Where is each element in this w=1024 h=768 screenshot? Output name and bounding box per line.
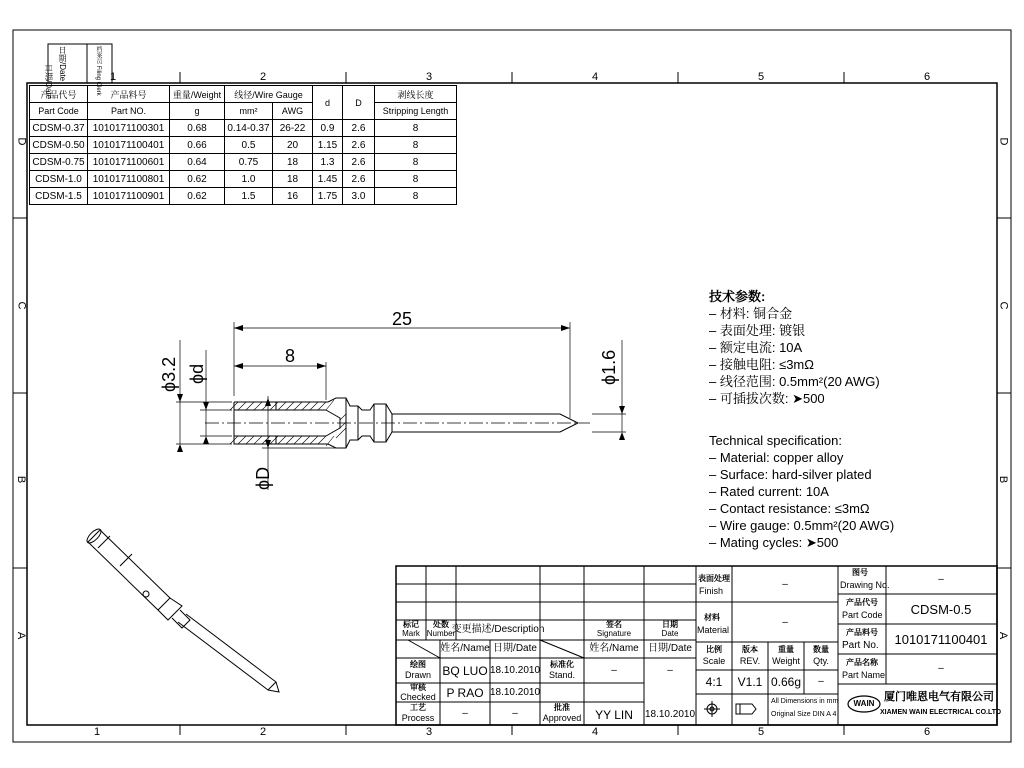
hdr-no-en: Part NO. — [88, 103, 170, 120]
dim-outer-diameter: ϕ3.2 — [159, 356, 179, 392]
hdr-D: D — [343, 86, 375, 120]
tb-pname-en: Part Name — [842, 670, 886, 680]
cell-strip: 8 — [375, 188, 457, 205]
cell-awg: 18 — [273, 154, 313, 171]
cell-code: CDSM-1.0 — [30, 171, 88, 188]
tb-finish-val: – — [782, 579, 788, 590]
hdr-code-en: Part Code — [30, 103, 88, 120]
tb-stand-date: – — [667, 665, 673, 676]
tb-process-date: – — [512, 708, 518, 719]
tb-number-cn: 处数 — [433, 620, 449, 629]
company-logo: WAIN — [853, 699, 875, 708]
zone-col-bottom-1: 1 — [93, 726, 101, 738]
tb-name-col-2: 姓名/Name — [589, 643, 639, 654]
spec-cn-block — [709, 288, 880, 407]
tb-signature-cn: 签名 — [606, 620, 622, 629]
cell-d: 1.3 — [313, 154, 343, 171]
table-row — [30, 171, 457, 188]
cell-D: 3.0 — [343, 188, 375, 205]
cell-awg: 18 — [273, 171, 313, 188]
tb-pno-val: 1010171100401 — [894, 632, 988, 647]
spec-en-title: Technical specification: — [709, 433, 842, 448]
cell-strip: 8 — [375, 171, 457, 188]
dim-strip-length: 8 — [284, 346, 296, 366]
tb-approved-date: 18.10.2010 — [644, 709, 696, 720]
tb-code-en: Part Code — [842, 610, 883, 620]
tb-rev-cn: 版本 — [742, 645, 758, 654]
tb-dwg-en: Drawing No. — [840, 580, 890, 590]
zone-col-bottom-5: 5 — [757, 726, 765, 738]
zone-row-right-A: A — [997, 631, 1010, 640]
tb-material-en: Material — [697, 625, 730, 635]
zone-col-top-1: 1 — [109, 71, 117, 83]
tb-drawn-date: 18.10.2010 — [489, 665, 541, 676]
company-name-en: XIAMEN WAIN ELECTRICAL CO.LTD — [880, 709, 1002, 716]
cell-no: 1010171100801 — [88, 171, 170, 188]
cell-awg: 20 — [273, 137, 313, 154]
parts-table — [29, 85, 457, 205]
cell-weight: 0.64 — [170, 154, 225, 171]
tb-process-en: Process — [401, 713, 435, 723]
tb-qty-cn: 数量 — [813, 645, 829, 654]
tb-weight-cn: 重量 — [778, 645, 794, 654]
tb-process-cn: 工艺 — [410, 703, 426, 712]
cell-mm2: 0.14-0.37 — [225, 120, 273, 137]
tb-checked-name: P RAO — [446, 686, 484, 700]
cell-strip: 8 — [375, 154, 457, 171]
company-name-cn: 厦门唯恩电气有限公司 — [884, 691, 994, 703]
cell-code: CDSM-0.75 — [30, 154, 88, 171]
table-row — [30, 188, 457, 205]
cell-weight: 0.66 — [170, 137, 225, 154]
zone-row-right-B: B — [997, 475, 1010, 484]
spec-cn-line: – 接触电阻: ≤3mΩ — [709, 357, 814, 372]
tb-drawn-en: Drawn — [404, 670, 432, 680]
cell-d: 0.9 — [313, 120, 343, 137]
tb-pname-cn: 产品名称 — [846, 658, 878, 667]
zone-row-left-A: A — [15, 631, 28, 640]
tb-approved-cn: 批准 — [554, 703, 570, 712]
tb-code-val: CDSM-0.5 — [910, 602, 972, 617]
hdr-d: d — [313, 86, 343, 120]
tb-dwg-val: – — [938, 574, 944, 585]
cell-no: 1010171100901 — [88, 188, 170, 205]
cell-mm2: 1.0 — [225, 171, 273, 188]
zone-col-bottom-4: 4 — [591, 726, 599, 738]
filing-date-vertical — [58, 46, 66, 81]
tb-rev-en: REV. — [739, 656, 761, 666]
zone-col-top-3: 3 — [425, 71, 433, 83]
tb-rev-val: V1.1 — [737, 675, 763, 689]
spec-cn-line: – 表面处理: 镀银 — [709, 323, 806, 338]
hdr-strip-cn: 剥线长度 — [375, 86, 457, 103]
cell-d: 1.15 — [313, 137, 343, 154]
cell-weight: 0.62 — [170, 188, 225, 205]
cell-awg: 26-22 — [273, 120, 313, 137]
dim-body-diameter: ϕD — [253, 466, 273, 490]
filing-date-text: 日期/Date — [58, 46, 67, 82]
tb-code-cn: 产品代号 — [846, 598, 878, 607]
hdr-weight-unit: g — [170, 103, 225, 120]
cell-no: 1010171100401 — [88, 137, 170, 154]
tb-dims-note: All Dimensions in mm — [771, 698, 839, 705]
tb-material-val: – — [782, 617, 788, 628]
tb-mark-en: Mark — [402, 629, 420, 638]
hdr-mm2: mm² — [225, 103, 273, 120]
tb-date-en: Date — [661, 629, 679, 638]
tb-qty-val: – — [818, 676, 824, 687]
zone-col-top-6: 6 — [923, 71, 931, 83]
tb-pno-en: Part No. — [842, 640, 879, 651]
cell-D: 2.6 — [343, 137, 375, 154]
tb-finish-cn: 表面处理 — [698, 574, 730, 583]
filing-date-label: 日期/Date — [44, 64, 53, 100]
cell-code: CDSM-1.5 — [30, 188, 88, 205]
cell-mm2: 0.75 — [225, 154, 273, 171]
tb-approved-name: YY LIN — [595, 708, 633, 722]
tb-weight-en: Weight — [772, 656, 800, 666]
projection-symbol-icon — [704, 701, 758, 717]
cell-mm2: 1.5 — [225, 188, 273, 205]
cell-code: CDSM-0.37 — [30, 120, 88, 137]
tb-checked-en: Checked — [400, 692, 436, 702]
tb-date-cn: 日期 — [662, 620, 678, 629]
hdr-code-cn: 产品代号 — [30, 86, 88, 103]
spec-en-line: – Material: copper alloy — [709, 450, 844, 465]
cell-code: CDSM-0.50 — [30, 137, 88, 154]
tb-drawn-name: BQ LUO — [442, 664, 488, 678]
table-row — [30, 120, 457, 137]
tb-pno-cn: 产品料号 — [846, 628, 878, 637]
cell-D: 2.6 — [343, 154, 375, 171]
hdr-awg: AWG — [273, 103, 313, 120]
tb-date-col: 日期/Date — [493, 643, 537, 654]
cell-weight: 0.68 — [170, 120, 225, 137]
spec-cn-line: – 线径范围: 0.5mm²(20 AWG) — [709, 374, 880, 389]
zone-col-bottom-3: 3 — [425, 726, 433, 738]
dim-overall-length: 25 — [391, 309, 413, 329]
zone-col-top-2: 2 — [259, 71, 267, 83]
spec-cn-title: 技术参数: — [709, 289, 766, 304]
tb-stand-name: – — [611, 665, 617, 676]
tb-approved-en: Approved — [542, 713, 582, 723]
zone-col-top-5: 5 — [757, 71, 765, 83]
hdr-strip-en: Stripping Length — [375, 103, 457, 120]
table-row — [30, 154, 457, 171]
zone-col-top-4: 4 — [591, 71, 599, 83]
cell-D: 2.6 — [343, 120, 375, 137]
tb-dwg-cn: 图号 — [852, 568, 868, 577]
cell-d: 1.75 — [313, 188, 343, 205]
tb-date-col-2: 日期/Date — [648, 643, 692, 654]
tb-weight-val: 0.66g — [770, 675, 802, 689]
spec-en-line: – Contact resistance: ≤3mΩ — [709, 501, 870, 516]
cell-D: 2.6 — [343, 171, 375, 188]
cell-no: 1010171100601 — [88, 154, 170, 171]
tb-scale-cn: 比例 — [706, 645, 722, 654]
zone-row-left-C: C — [15, 301, 28, 310]
tb-name-col: 姓名/Name — [440, 643, 490, 654]
hdr-gauge: 线径/Wire Gauge — [225, 86, 313, 103]
spec-cn-line: – 材料: 铜合金 — [709, 306, 793, 321]
tb-process-name: – — [462, 708, 468, 719]
tb-number-en: Number — [426, 629, 456, 638]
zone-col-bottom-2: 2 — [259, 726, 267, 738]
cell-strip: 8 — [375, 137, 457, 154]
zone-row-right-D: D — [997, 137, 1010, 146]
cell-mm2: 0.5 — [225, 137, 273, 154]
cell-weight: 0.62 — [170, 171, 225, 188]
tb-stand-cn: 标准化 — [550, 660, 574, 669]
dim-pin-diameter: ϕ1.6 — [599, 349, 619, 385]
tb-material-cn: 材料 — [704, 613, 720, 622]
spec-en-line: – Wire gauge: 0.5mm²(20 AWG) — [709, 518, 895, 533]
cell-awg: 16 — [273, 188, 313, 205]
dim-inner-diameter: ϕd — [187, 363, 207, 384]
tb-size-note: Original Size DIN A 4 — [771, 711, 837, 718]
filing-clerk-text: 档案员 Filing Clerk — [95, 46, 101, 96]
spec-en-block — [709, 432, 894, 551]
tb-scale-val: 4:1 — [705, 675, 723, 689]
zone-row-right-C: C — [997, 301, 1010, 310]
tb-finish-en: Finish — [699, 586, 724, 596]
tb-mark-cn: 标记 — [403, 620, 419, 629]
spec-cn-line: – 可插拔次数: ➤500 — [709, 391, 825, 406]
cell-d: 1.45 — [313, 171, 343, 188]
zone-col-bottom-6: 6 — [923, 726, 931, 738]
tb-qty-en: Qty. — [813, 656, 829, 666]
cell-no: 1010171100301 — [88, 120, 170, 137]
spec-en-line: – Surface: hard-silver plated — [709, 467, 872, 482]
hdr-no-cn: 产品料号 — [88, 86, 170, 103]
spec-en-line: – Mating cycles: ➤500 — [709, 535, 839, 550]
tb-description: 变更描述/Description — [451, 624, 545, 635]
tb-checked-date: 18.10.2010 — [489, 687, 541, 698]
hdr-weight: 重量/Weight — [170, 86, 225, 103]
spec-en-line: – Rated current: 10A — [709, 484, 829, 499]
tb-stand-en: Stand. — [548, 670, 576, 680]
cell-strip: 8 — [375, 120, 457, 137]
tb-scale-en: Scale — [702, 656, 726, 666]
zone-row-left-B: B — [15, 475, 28, 484]
tb-drawn-cn: 绘图 — [410, 660, 426, 669]
tb-signature-en: Signature — [596, 629, 632, 638]
spec-cn-line: – 额定电流: 10A — [709, 340, 803, 355]
table-row — [30, 137, 457, 154]
zone-row-left-D: D — [15, 137, 28, 146]
tb-checked-cn: 审核 — [410, 683, 426, 692]
tb-pname-val: – — [938, 663, 944, 674]
